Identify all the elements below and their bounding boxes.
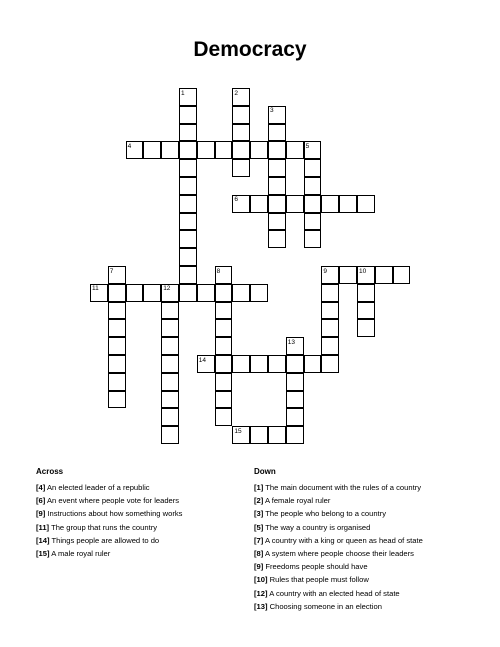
grid-cell[interactable]: [250, 141, 268, 159]
clue-text: A country with an elected head of state: [267, 588, 400, 598]
down-clue: [254, 494, 423, 507]
grid-cell[interactable]: [232, 159, 250, 177]
clue-text: A system where people choose their leaders: [263, 549, 414, 559]
grid-cell[interactable]: [161, 355, 179, 373]
clue-text: Things people are allowed to do: [49, 535, 160, 545]
grid-cell[interactable]: [161, 319, 179, 337]
grid-cell[interactable]: [250, 195, 268, 213]
clue-number: [6]: [36, 496, 46, 506]
grid-cell[interactable]: [286, 391, 304, 409]
across-clue-list: [36, 481, 182, 560]
grid-cell[interactable]: [232, 106, 250, 124]
grid-cell[interactable]: [179, 177, 197, 195]
grid-cell[interactable]: [215, 302, 233, 320]
grid-cell[interactable]: [321, 355, 339, 373]
grid-cell[interactable]: [268, 213, 286, 231]
down-clue-list: [254, 481, 423, 613]
down-clue: [254, 547, 423, 560]
grid-cell[interactable]: [108, 391, 126, 409]
grid-cell[interactable]: [108, 284, 126, 302]
grid-cell[interactable]: [321, 302, 339, 320]
down-clue: [254, 521, 423, 534]
across-clue: [36, 547, 182, 560]
clue-text: A female royal ruler: [263, 496, 331, 506]
grid-cell[interactable]: [161, 337, 179, 355]
grid-cell[interactable]: [197, 141, 215, 159]
grid-cell[interactable]: [232, 124, 250, 142]
grid-cell[interactable]: [268, 141, 286, 159]
clue-number: [1]: [254, 483, 264, 492]
grid-cell[interactable]: [321, 337, 339, 355]
grid-cell[interactable]: [161, 426, 179, 444]
clue-number: [3]: [254, 509, 264, 519]
grid-cell[interactable]: [179, 230, 197, 248]
grid-cell[interactable]: [126, 284, 144, 302]
clue-number: [7]: [254, 535, 264, 545]
grid-cell[interactable]: [215, 337, 233, 355]
clue-number: [11]: [36, 522, 50, 532]
grid-cell[interactable]: [179, 141, 197, 159]
grid-cell[interactable]: [268, 355, 286, 373]
clue-text: The way a country is organised: [263, 522, 371, 532]
grid-cell[interactable]: [304, 355, 322, 373]
clue-text: Instructions about how something works: [45, 509, 183, 519]
grid-cell[interactable]: [286, 408, 304, 426]
grid-cell[interactable]: [375, 266, 393, 284]
across-clue: [36, 507, 182, 520]
grid-cell[interactable]: [161, 373, 179, 391]
clue-number-label: 15: [234, 427, 242, 435]
grid-cell[interactable]: [304, 213, 322, 231]
down-clue: [254, 507, 423, 520]
clue-number: [5]: [254, 522, 264, 532]
grid-cell[interactable]: [250, 426, 268, 444]
clue-number-label: 7: [109, 267, 114, 275]
grid-cell[interactable]: [108, 373, 126, 391]
grid-cell[interactable]: [286, 141, 304, 159]
clue-text: A male royal ruler: [49, 549, 111, 559]
grid-cell[interactable]: [286, 426, 304, 444]
grid-cell[interactable]: [179, 266, 197, 284]
grid-cell[interactable]: [215, 355, 233, 373]
grid-cell[interactable]: [161, 141, 179, 159]
grid-cell[interactable]: [304, 230, 322, 248]
across-clue: [36, 494, 182, 507]
clue-number: [9]: [36, 509, 46, 519]
down-clue: [254, 600, 423, 613]
clue-number-label: 1: [181, 89, 185, 97]
grid-cell[interactable]: [179, 124, 197, 142]
down-clue: [254, 560, 423, 573]
grid-cell[interactable]: [268, 426, 286, 444]
clue-number-label: 8: [216, 267, 221, 275]
grid-cell[interactable]: [161, 391, 179, 409]
grid-cell[interactable]: [232, 141, 250, 159]
grid-cell[interactable]: [215, 391, 233, 409]
clue-number-label: 12: [163, 285, 171, 293]
clue-number: [2]: [254, 496, 264, 506]
grid-cell[interactable]: [250, 355, 268, 373]
grid-cell[interactable]: [215, 408, 233, 426]
puzzle-title: Democracy: [193, 38, 307, 61]
clue-number: [9]: [254, 562, 264, 572]
across-clue: [36, 481, 182, 494]
clue-number: [14]: [36, 535, 50, 545]
clue-number-label: 6: [234, 196, 239, 204]
grid-cell[interactable]: [357, 319, 375, 337]
grid-cell[interactable]: [321, 319, 339, 337]
grid-cell[interactable]: [197, 284, 215, 302]
grid-cell[interactable]: [286, 373, 304, 391]
grid-cell[interactable]: [268, 159, 286, 177]
clue-number-label: 14: [198, 356, 207, 364]
grid-cell[interactable]: [161, 408, 179, 426]
clue-number-label: 9: [323, 267, 328, 275]
grid-cell[interactable]: [179, 248, 197, 266]
grid-cell[interactable]: [143, 141, 161, 159]
grid-cell[interactable]: [268, 195, 286, 213]
grid-cell[interactable]: [357, 195, 375, 213]
grid-cell[interactable]: [108, 319, 126, 337]
grid-cell[interactable]: [108, 302, 126, 320]
grid-cell[interactable]: [268, 124, 286, 142]
clue-text: A country with a king or queen as head of state: [263, 535, 423, 545]
clue-number: [12]: [254, 588, 268, 598]
clue-number-label: 4: [127, 142, 132, 150]
grid-cell[interactable]: [161, 302, 179, 320]
grid-cell[interactable]: [321, 195, 339, 213]
clue-number-label: 11: [92, 285, 99, 293]
grid-cell[interactable]: [232, 284, 250, 302]
grid-cell[interactable]: [304, 195, 322, 213]
grid-cell[interactable]: [304, 177, 322, 195]
clue-number-label: 5: [305, 142, 310, 150]
grid-cell[interactable]: [286, 355, 304, 373]
grid-cell[interactable]: [339, 266, 357, 284]
grid-cell[interactable]: [393, 266, 411, 284]
clue-text: Rules that people must follow: [267, 575, 369, 585]
grid-cell[interactable]: [215, 284, 233, 302]
grid-cell[interactable]: [232, 355, 250, 373]
down-clue: [254, 573, 423, 586]
clue-text: The main document with the rules of a country: [263, 483, 422, 492]
grid-cell[interactable]: [321, 284, 339, 302]
grid-cell[interactable]: [268, 230, 286, 248]
clue-text: Choosing someone in an election: [267, 601, 382, 611]
clue-number-label: 3: [270, 107, 274, 115]
grid-cell[interactable]: [179, 159, 197, 177]
across-clue: [36, 521, 182, 534]
down-clue: [254, 534, 423, 547]
down-clue: [254, 481, 423, 494]
grid-cell[interactable]: [215, 319, 233, 337]
grid-cell[interactable]: [179, 106, 197, 124]
grid-cell[interactable]: [108, 355, 126, 373]
grid-cell[interactable]: [215, 373, 233, 391]
clue-text: Freedoms people should have: [263, 562, 368, 572]
grid-cell[interactable]: [304, 159, 322, 177]
clue-number: [13]: [254, 601, 268, 611]
clue-number: [15]: [36, 549, 50, 559]
grid-cell[interactable]: [339, 195, 357, 213]
grid-cell[interactable]: [250, 284, 268, 302]
grid-cell[interactable]: [357, 284, 375, 302]
grid-cell[interactable]: [179, 213, 197, 231]
grid-cell[interactable]: [215, 141, 233, 159]
down-heading: Down: [254, 467, 276, 476]
clue-number: [8]: [254, 549, 264, 559]
clue-number-label: 10: [359, 267, 367, 275]
clue-number-label: 13: [287, 338, 296, 346]
grid-cell[interactable]: [143, 284, 161, 302]
clue-text: The group that runs the country: [49, 522, 158, 532]
across-heading: Across: [36, 467, 64, 476]
across-clue: [36, 534, 182, 547]
grid-cell[interactable]: [268, 177, 286, 195]
grid-cell[interactable]: [179, 195, 197, 213]
grid-cell[interactable]: [179, 284, 197, 302]
grid-cell[interactable]: [286, 195, 304, 213]
clue-text: The people who belong to a country: [263, 509, 386, 519]
down-clue: [254, 587, 423, 600]
clue-number: [10]: [254, 575, 268, 585]
grid-cell[interactable]: [108, 337, 126, 355]
clue-text: An elected leader of a republic: [45, 483, 150, 492]
clue-number: [4]: [36, 483, 46, 492]
clue-number-label: 2: [234, 89, 239, 97]
grid-cell[interactable]: [357, 302, 375, 320]
clue-text: An event where people vote for leaders: [45, 496, 180, 506]
